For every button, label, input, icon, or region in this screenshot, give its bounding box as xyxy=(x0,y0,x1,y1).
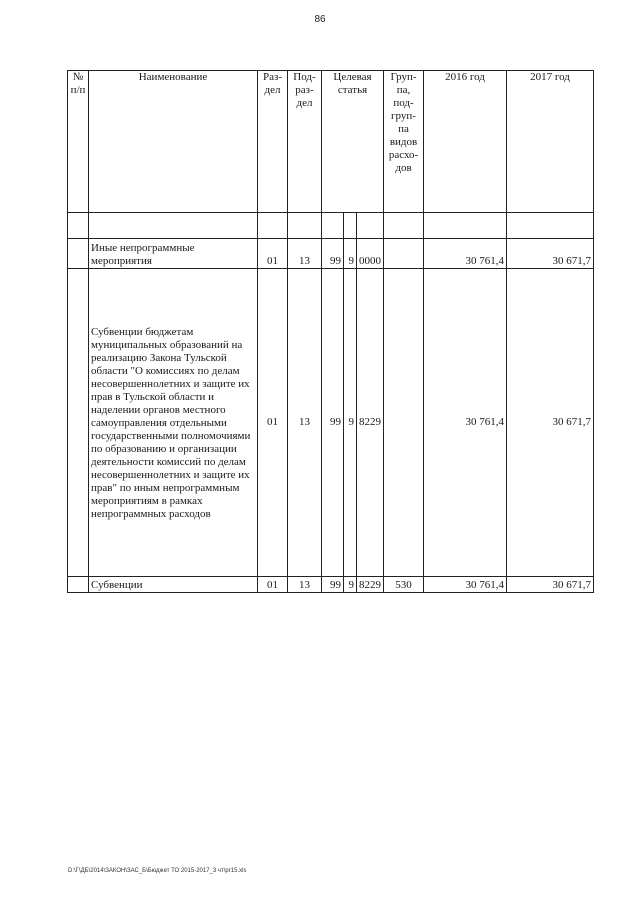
spacer-cell xyxy=(322,213,344,239)
row-expense-group xyxy=(384,239,424,269)
row-2017: 30 671,7 xyxy=(507,269,594,577)
header-row xyxy=(68,71,594,213)
row-podrazdel: 13 xyxy=(288,577,322,593)
budget-table xyxy=(67,70,594,593)
row-target-program: 99 xyxy=(322,239,344,269)
file-path-footer: D:\Г\ДБ\2014\ЗАКОН\ЗАС_Б\Бюджет ТО 2015-2017_3 чт\pr15.xls xyxy=(68,868,247,874)
header-name: Наименование xyxy=(89,71,258,213)
spacer-cell xyxy=(357,213,384,239)
row-razdel: 01 xyxy=(258,239,288,269)
table-row xyxy=(68,239,594,269)
row-target-direction: 0000 xyxy=(357,239,384,269)
row-target-subprogram: 9 xyxy=(344,269,357,577)
spacer-cell xyxy=(68,213,89,239)
row-no xyxy=(68,577,89,593)
row-target-direction: 8229 xyxy=(357,577,384,593)
row-name: Иные непрограммные мероприятия xyxy=(89,239,258,269)
header-2016: 2016 год xyxy=(424,71,507,213)
row-target-subprogram: 9 xyxy=(344,239,357,269)
row-razdel: 01 xyxy=(258,269,288,577)
header-no: № п/п xyxy=(68,71,89,213)
row-2016: 30 761,4 xyxy=(424,577,507,593)
row-no xyxy=(68,239,89,269)
row-2016: 30 761,4 xyxy=(424,239,507,269)
header-razdel: Раз-дел xyxy=(258,71,288,213)
row-target-subprogram: 9 xyxy=(344,577,357,593)
spacer-cell xyxy=(424,213,507,239)
spacer-cell xyxy=(384,213,424,239)
table-row xyxy=(68,269,594,577)
spacer-cell xyxy=(89,213,258,239)
spacer-cell xyxy=(288,213,322,239)
row-name: Субвенции бюджетам муниципальных образований на реализацию Закона Тульской области "О комиссиях по делам несовершеннолетних и защите их прав в Тульской области и наделении органов местного самоуправления отдельными государственными полномочиями по образованию и организации деятельности комиссий по делам несовершеннолетних и защите их прав" по иным непрограммным мероприятиям в рамках непрограммных расходов xyxy=(89,269,258,577)
row-podrazdel: 13 xyxy=(288,239,322,269)
row-razdel: 01 xyxy=(258,577,288,593)
row-2017: 30 671,7 xyxy=(507,577,594,593)
row-2016: 30 761,4 xyxy=(424,269,507,577)
row-expense-group: 530 xyxy=(384,577,424,593)
page-number: 86 xyxy=(314,14,326,25)
row-no xyxy=(68,269,89,577)
row-podrazdel: 13 xyxy=(288,269,322,577)
spacer-cell xyxy=(258,213,288,239)
row-target-program: 99 xyxy=(322,577,344,593)
table-row xyxy=(68,577,594,593)
row-target-direction: 8229 xyxy=(357,269,384,577)
row-expense-group xyxy=(384,269,424,577)
header-target-article: Целевая статья xyxy=(322,71,384,213)
header-expense-group: Груп-па, под-груп-па видов расхо-дов xyxy=(384,71,424,213)
spacer-row xyxy=(68,213,594,239)
row-name: Субвенции xyxy=(89,577,258,593)
row-2017: 30 671,7 xyxy=(507,239,594,269)
spacer-cell xyxy=(507,213,594,239)
header-podrazdel: Под-раз-дел xyxy=(288,71,322,213)
spacer-cell xyxy=(344,213,357,239)
header-2017: 2017 год xyxy=(507,71,594,213)
row-target-program: 99 xyxy=(322,269,344,577)
